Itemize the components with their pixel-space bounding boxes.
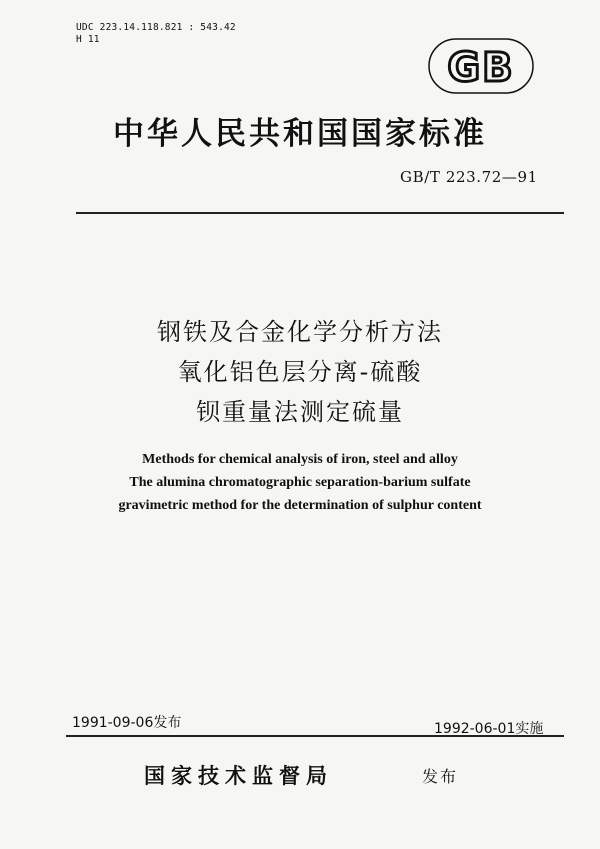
issuing-authority: 国家技术监督局 <box>144 764 333 788</box>
issue-label: 发布 <box>422 767 459 786</box>
standard-number: GB/T 223.72—91 <box>400 168 538 186</box>
classification-code: H 11 <box>76 34 100 45</box>
gb-logo <box>428 38 534 94</box>
effective-date: 1992-06-01实施 <box>434 721 544 737</box>
title-en-line-1: Methods for chemical analysis of iron, steel and alloy <box>142 452 458 467</box>
gb-logo-text: GB <box>447 45 515 91</box>
national-standard-title: 中华人民共和国国家标准 <box>113 116 487 152</box>
title-zh-line-2: 氧化铝色层分离-硫酸 <box>177 358 423 386</box>
top-divider <box>76 212 564 214</box>
udc-number: UDC 223.14.118.821 : 543.42 <box>76 22 236 33</box>
bottom-divider <box>66 735 564 737</box>
title-zh-line-1: 钢铁及合金化学分析方法 <box>157 318 443 346</box>
issue-date: 1991-09-06发布 <box>72 715 182 731</box>
title-zh-line-3: 钡重量法测定硫量 <box>196 398 404 426</box>
title-en-line-3: gravimetric method for the determination of sulphur content <box>118 498 482 513</box>
title-en-line-2: The alumina chromatographic separation-barium sulfate <box>129 475 471 490</box>
udc-code <box>76 22 236 46</box>
